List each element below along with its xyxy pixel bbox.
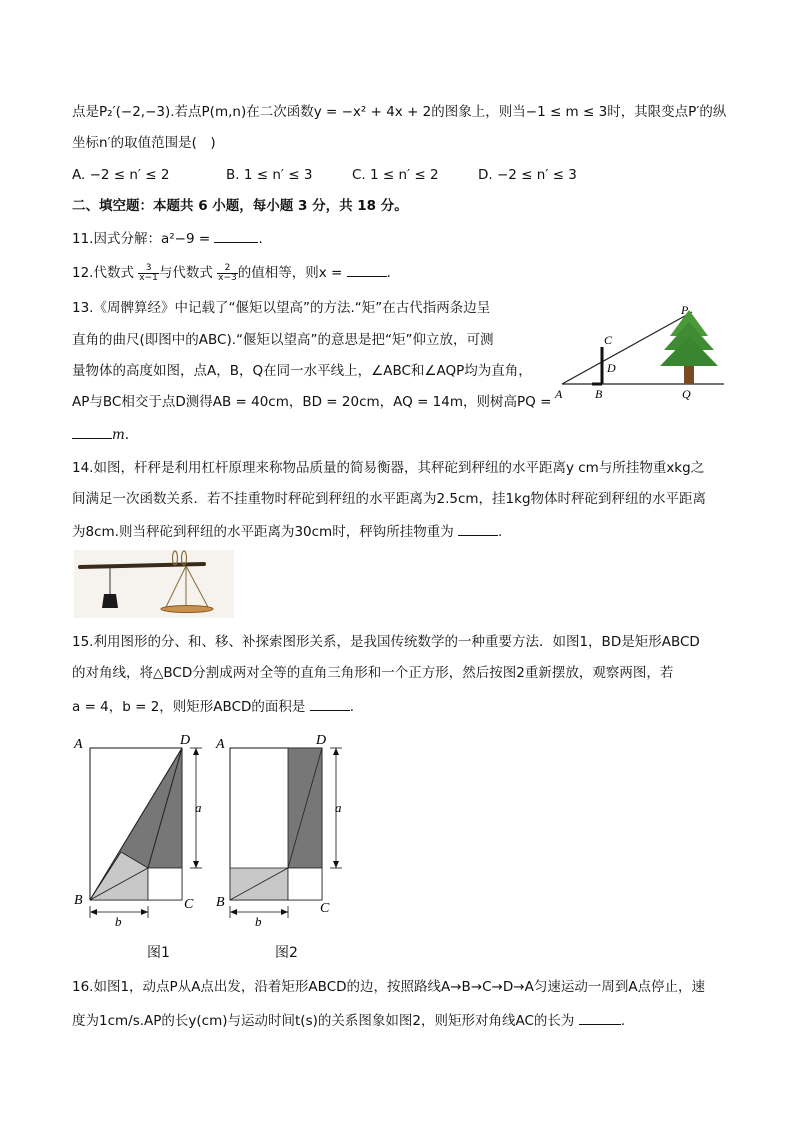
q13-label-p: P	[681, 303, 689, 317]
q11-text	[72, 228, 263, 248]
q14-answer-blank[interactable]	[458, 521, 498, 536]
q12-frac1-den: x−1	[139, 272, 158, 283]
fig2-label-c-vertex: C	[320, 901, 330, 916]
q10-option-a: A. −2 ≤ n′ ≤ 2	[72, 167, 170, 183]
q15-line3-text: a = 4，b = 2，则矩形ABCD的面积是	[72, 699, 306, 715]
fig1-label-d-vertex: D	[180, 733, 191, 748]
q13-figure	[552, 302, 732, 402]
q13-answer-blank[interactable]	[72, 424, 112, 439]
q14-line2: 间满足一次函数关系．若不挂重物时秤砣到秤纽的水平距离为2.5cm，挂1kg物体时秤砣到秤纽的水平距离	[72, 491, 707, 507]
q13-line5	[72, 424, 129, 444]
q13-line1: 13.《周髀算经》中记载了“偃矩以望高”的方法.“矩”在古代指两条边呈	[72, 300, 491, 316]
q12-prefix: 12.代数式	[72, 265, 134, 281]
q16-line2-text: 度为1cm/s.AP的长y(cm)与运动时间t(s)的关系图象如图2，则矩形对角线AC的长为	[72, 1013, 575, 1029]
fig2-label-a-vertex: A	[216, 737, 225, 752]
arrow-down-icon	[333, 861, 339, 868]
counterweight-icon	[102, 594, 118, 608]
fig1-label-b-length: b	[115, 914, 122, 929]
steelyard-image	[74, 550, 234, 618]
fig1-label-b-vertex: B	[74, 893, 83, 908]
q14-end: .	[498, 524, 503, 540]
q11-end: .	[258, 231, 263, 247]
q13-label-d: D	[607, 361, 616, 375]
q15-line3	[72, 696, 354, 716]
fig1-label-a-length: a	[195, 800, 202, 815]
q12-suffix: 的值相等，则x =	[237, 265, 343, 281]
fig2-label-a-length: a	[335, 800, 342, 815]
q13-line2: 直角的曲尺(即图中的ABC).“偃矩以望高”的意思是把“矩”仰立放，可测	[72, 332, 494, 348]
q13-label-c: C	[604, 333, 613, 347]
q12-fraction-1	[138, 264, 159, 283]
q15-end: .	[349, 699, 354, 715]
fig1-label-c-vertex: C	[184, 897, 194, 912]
q15-answer-blank[interactable]	[310, 696, 350, 711]
q10-option-d: D. −2 ≤ n′ ≤ 3	[478, 167, 577, 183]
fig1-label-a-vertex: A	[74, 737, 83, 752]
fig1-square	[148, 868, 182, 900]
q14-line3-text: 为8cm.则当秤砣到秤纽的水平距离为30cm时，秤钩所挂物重为	[72, 524, 454, 540]
arrow-left-icon	[90, 909, 97, 915]
q16-line2	[72, 1010, 625, 1030]
q12-text	[72, 262, 391, 283]
fig2-label-b-length: b	[255, 914, 262, 929]
q12-frac1-num: 3	[145, 262, 152, 273]
q12-frac2-num: 2	[224, 262, 231, 273]
q14-line3	[72, 521, 502, 541]
q10-option-c: C. 1 ≤ n′ ≤ 2	[352, 167, 439, 183]
q16-end: .	[620, 1013, 625, 1029]
section-heading-fill-in: 二、填空题：本题共 6 小题，每小题 3 分，共 18 分。	[72, 198, 408, 214]
fig2-caption: 图2	[275, 945, 298, 961]
q12-answer-blank[interactable]	[347, 262, 387, 277]
arrow-down-icon	[193, 861, 199, 868]
q15-line1: 15.利用图形的分、和、移、补探索图形关系，是我国传统数学的一种重要方法．如图1，BD是矩形ABCD	[72, 634, 700, 650]
q10-line1: 点是P₂′(−2,−3).若点P(m,n)在二次函数y = −x² + 4x + 2的图象上，则当−1 ≤ m ≤ 3时，其限变点P′的纵	[72, 104, 727, 120]
q15-line2: 的对角线，将△BCD分割成两对全等的直角三角形和一个正方形，然后按图2重新摆放，观察两图，若	[72, 665, 674, 681]
q15-figure-2	[210, 730, 360, 930]
q10-line2: 坐标n′的取值范围是( )	[72, 135, 216, 151]
arrow-right-icon	[141, 909, 148, 915]
q13-unit: m.	[112, 427, 130, 443]
fig2-square	[288, 868, 322, 900]
arrow-up-icon	[193, 748, 199, 755]
arrow-right-icon	[281, 909, 288, 915]
scale-pan-icon	[161, 606, 213, 613]
q10-option-b: B. 1 ≤ n′ ≤ 3	[226, 167, 313, 183]
q13-label-q: Q	[682, 387, 691, 401]
q12-mid: 与代数式	[158, 265, 213, 281]
arrow-left-icon	[230, 909, 237, 915]
q13-label-b: B	[595, 387, 603, 401]
q13-label-a: A	[555, 387, 563, 401]
arrow-up-icon	[333, 748, 339, 755]
q16-answer-blank[interactable]	[579, 1010, 621, 1025]
fig2-label-b-vertex: B	[216, 895, 225, 910]
q15-figure-1	[70, 730, 220, 930]
q12-end: .	[386, 265, 391, 281]
q11-answer-blank[interactable]	[214, 228, 258, 243]
fig1-caption: 图1	[147, 945, 170, 961]
q12-fraction-2	[217, 264, 238, 283]
q16-line1: 16.如图1，动点P从A点出发，沿着矩形ABCD的边，按照路线A→B→C→D→A匀速运动一周到A点停止，速	[72, 979, 706, 995]
fig2-label-d-vertex: D	[316, 733, 327, 748]
q12-frac2-den: x−3	[218, 272, 237, 283]
q13-line4: AP与BC相交于点D测得AB = 40cm，BD = 20cm，AQ = 14m，则树高PQ =	[72, 394, 552, 410]
q13-line3: 量物体的高度如图，点A，B，Q在同一水平线上，∠ABC和∠AQP均为直角，	[72, 363, 532, 379]
tree-icon	[660, 310, 718, 384]
q14-line1: 14.如图，杆秤是利用杠杆原理来称物品质量的简易衡器，其秤砣到秤纽的水平距离y cm与所挂物重xkg之	[72, 460, 705, 476]
q11-stem: 11.因式分解：a²−9 =	[72, 231, 211, 247]
